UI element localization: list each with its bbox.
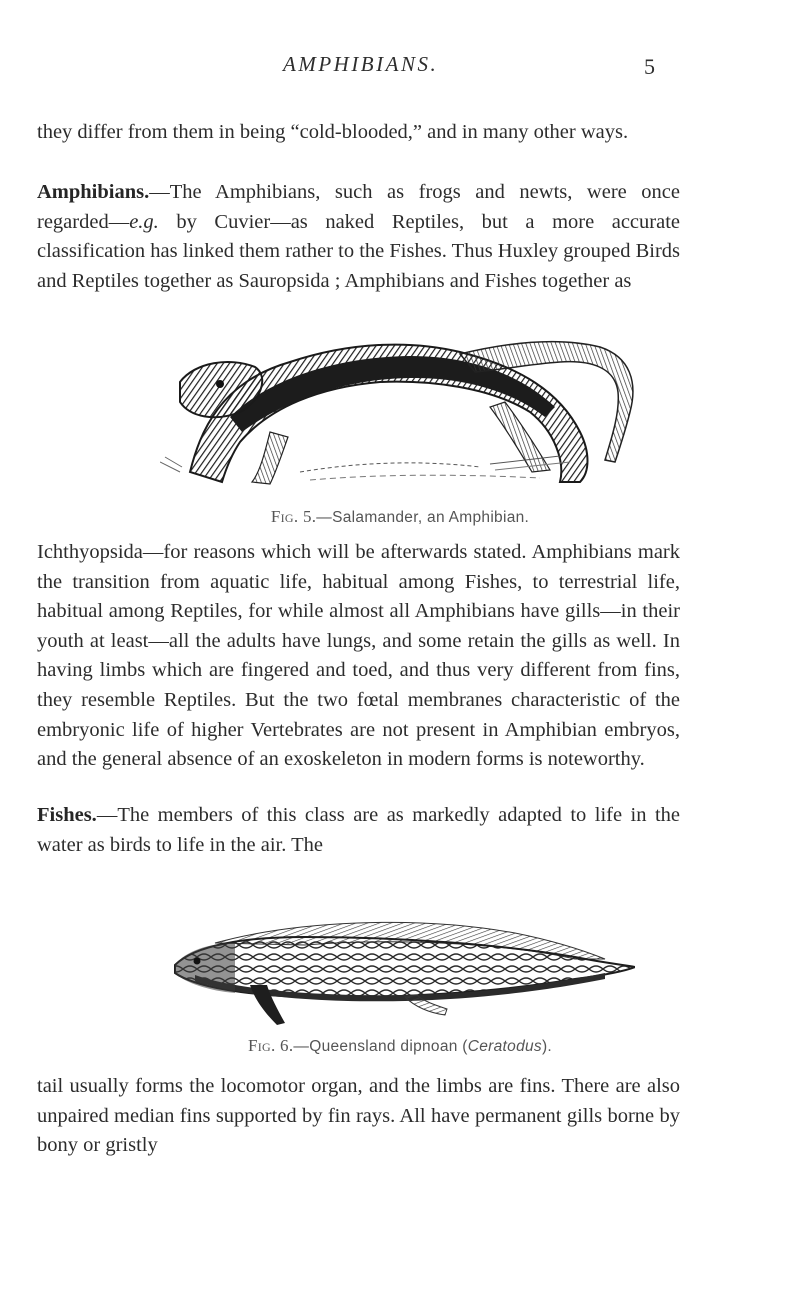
paragraph-fishes-text: —The members of this class are as markedly adapted to life in the water as birds to life in the air. The: [37, 804, 680, 856]
paragraph-5-text: tail usually forms the locomotor organ, and the limbs are fins. There are also unpaired median fins supported by fin rays. All have permanent gills borne by bony or gristly: [37, 1075, 680, 1157]
figure-5-caption: [0, 507, 800, 527]
section-lead-fishes: Fishes.: [37, 804, 97, 826]
paragraph-1-text: they differ from them in being “cold-blooded,” and in many other ways.: [37, 121, 629, 143]
figure-6-caption-text-a: —Queensland dipnoan (: [293, 1038, 468, 1055]
paragraph-amphibians-text-b: by Cuvier—as naked Reptiles, but a more accurate classification has linked them rather to the Fishes. Thus Huxley grouped Birds and Reptiles together as Sauropsida ; Amphibians and Fishes together as: [37, 210, 680, 292]
figure-6-genus-name: Ceratodus: [467, 1038, 542, 1055]
figure-5-label: Fig. 5.: [270, 507, 317, 526]
figure-6-label: Fig. 6.: [247, 1036, 294, 1055]
paragraph-1: [37, 118, 680, 148]
ceratodus-fish-illustration: [155, 915, 635, 1027]
figure-5-caption-text: —Salamander, an Amphibian.: [316, 509, 530, 526]
salamander-illustration: [160, 322, 640, 490]
paragraph-amphibians-text-a: —The Amphibians, such as frogs and newts, were once regarded—: [37, 181, 680, 233]
figure-6-caption: [0, 1036, 800, 1056]
running-title: AMPHIBIANS.: [283, 52, 439, 76]
abbrev-eg: e.g.: [129, 210, 159, 233]
paragraph-ichthyopsida-text: Ichthyopsida—for reasons which will be afterwards stated. Amphibians mark the transition from aquatic life, habitual among Fishes, to terrestrial life, habitual among Reptiles, for while almost all Amphibians have gills—in their youth at least—all the adults have lungs, and some retain the gills as well. In having limbs which are fingered and toed, and thus very different from fins, they resemble Reptiles. But the two fœtal membranes characteristic of the embryonic life of higher Vertebrates are not present in Amphibian embryos, and the general absence of an exoskeleton in modern forms is noteworthy.: [37, 541, 680, 771]
page-header: [0, 52, 800, 82]
section-lead-amphibians: Amphibians.: [37, 181, 150, 203]
paragraph-ichthyopsida: [37, 538, 680, 775]
paragraph-amphibians: [37, 178, 680, 296]
page-number: 5: [644, 54, 655, 79]
figure-6-caption-text-b: ).: [541, 1038, 553, 1055]
paragraph-fishes: [37, 801, 680, 860]
paragraph-5: [37, 1072, 680, 1161]
